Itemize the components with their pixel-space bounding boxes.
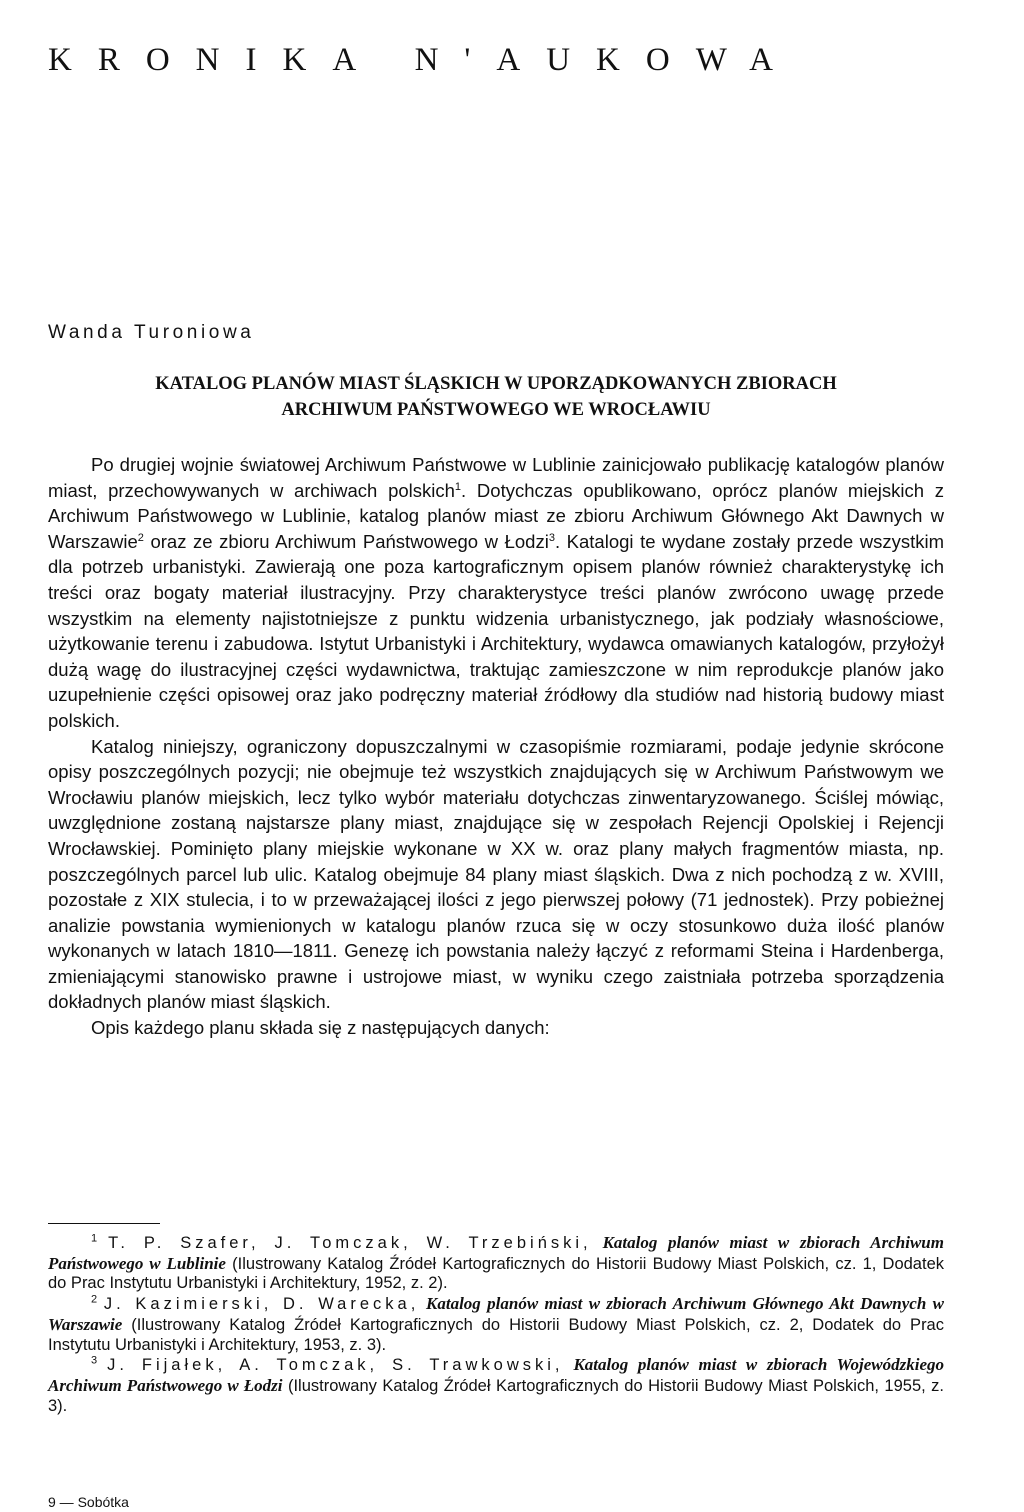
paragraph-1-part-a: Po drugiej wojnie światowej Archiwum Państwowe w Lublinie zainicjowało publikację katalogów planów miast, przechowywanych w archiwach polskich — [48, 454, 944, 501]
footnote-2-number: 2 — [91, 1293, 98, 1306]
footnote-1-authors: T. P. Szafer, J. Tomczak, W. Trzebiński, — [108, 1234, 592, 1252]
footnote-1-title: Katalog planów miast w zbiorach Archiwum Państwowego w Lublinie — [48, 1233, 944, 1273]
footnote-3 — [48, 1355, 944, 1416]
footnote-1 — [48, 1233, 944, 1294]
footnote-ref-3: 3 — [548, 531, 555, 544]
footnote-ref-1: 1 — [454, 480, 462, 493]
page-signature: 9 — Sobótka — [48, 1494, 129, 1510]
footnote-2-rest: (Ilustrowany Katalog Źródeł Kartograficznych do Historii Budowy Miast Polskich, cz. 2, Dodatek do Prac Instytutu Urbanistyki i Architektury, 1953, z. 3). — [48, 1315, 944, 1354]
footnote-2-title: Katalog planów miast w zbiorach Archiwum Głównego Akt Dawnych w Warszawie — [48, 1294, 945, 1334]
footnote-divider — [48, 1223, 160, 1224]
paragraph-1 — [48, 452, 944, 734]
article-body — [48, 452, 944, 1041]
footnote-2-authors: J. Kazimierski, D. Warecka, — [103, 1295, 420, 1314]
footnote-3-number: 3 — [91, 1354, 98, 1367]
running-head: KRONIKA N'AUKOWA — [48, 42, 800, 78]
paragraph-3: Opis każdego planu składa się z następujących danych: — [91, 1017, 550, 1039]
article-title-line-2: ARCHIWUM PAŃSTWOWEGO WE WROCŁAWIU — [281, 400, 711, 420]
article-author: Wanda Turoniowa — [48, 322, 255, 343]
footnote-1-rest: (Ilustrowany Katalog Źródeł Kartograficznych do Historii Budowy Miast Polskich, cz. 1, Dodatek do Prac Instytutu Urbanistyki i Architektury, 1952, z. 2). — [48, 1254, 944, 1293]
paragraph-1-part-d: . Katalogi te wydane zostały przede wszystkim dla potrzeb urbanistyki. Zawierają one poza kartograficznym opisem planów również charakterystykę ich treści oraz bogaty materiał ilustracyjny. Przy charakterystyce treści planów zwrócono uwagę przede wszystkim na elementy najistotniejsze z punktu widzenia urbanistycznego, jak podziały własnościowe, użytkowanie terenu i zabudowa. Istytut Urbanistyki i Architektury, wydawca omawianych katalogów, przyłożył dużą wagę do ilustracyjnej części wydawnictwa, traktując zamieszczone w nim reprodukcje planów jako uzupełnienie części opisowej oraz jako podręczny materiał źródłowy dla studiów nad historią budowy miast polskich. — [48, 530, 944, 731]
footnote-3-rest: (Ilustrowany Katalog Źródeł Kartograficznych do Historii Budowy Miast Polskich, 1955, z. 3). — [48, 1376, 944, 1415]
article-title-line-1: KATALOG PLANÓW MIAST ŚLĄSKICH W UPORZĄDKOWANYCH ZBIORACH — [155, 374, 837, 394]
article-title — [48, 371, 944, 423]
footnote-1-number: 1 — [91, 1232, 98, 1245]
paragraph-1-part-c: oraz ze zbioru Archiwum Państwowego w Łodzi — [143, 530, 549, 552]
footnote-3-title: Katalog planów miast w zbiorach Wojewódzkiego Archiwum Państwowego w Łodzi — [48, 1355, 944, 1395]
paragraph-1-part-b: . Dotychczas opublikowano, oprócz planów miejskich z Archiwum Państwowego w Lublinie, katalog planów miast ze zbioru Archiwum Głównego Akt Dawnych w Warszawie — [48, 479, 944, 552]
footnote-3-authors: J. Fijałek, A. Tomczak, S. Trawkowski, — [107, 1356, 564, 1375]
footnote-2 — [48, 1294, 944, 1355]
footnote-ref-2: 2 — [137, 531, 144, 544]
footnotes — [48, 1233, 944, 1416]
paragraph-2: Katalog niniejszy, ograniczony dopuszczalnymi w czasopiśmie rozmiarami, podaje jedynie skrócone opisy poszczególnych pozycji; nie obejmuje też wszystkich znajdujących się w Archiwum Państwowym we Wrocławiu planów miejskich, lecz tylko wybór materiału dotychczas zinwentaryzowanego. Ściślej mówiąc, uwzględnione zostaną najstarsze plany miast, znajdujące się w zespołach Rejencji Opolskiej i Rejencji Wrocławskiej. Pominięto plany miejskie wykonane w XX w. oraz plany małych fragmentów miasta, np. poszczególnych parcel lub ulic. Katalog obejmuje 84 plany miast śląskich. Dwa z nich pochodzą z w. XVIII, pozostałe z XIX stulecia, i to w przeważającej ilości z jego pierwszej połowy (71 jednostek). Przy pobieżnej analizie powstania wymienionych w katalogu planów rzuca się w oczy stosunkowo duża ilość planów wykonanych w latach 1810—1811. Genezę ich powstania należy łączyć z reformami Steina i Hardenberga, zmieniającymi stanowisko prawne i ustrojowe miast, w wyniku czego zaistniała potrzeba sporządzenia dokładnych planów miast śląskich. — [48, 735, 944, 1013]
